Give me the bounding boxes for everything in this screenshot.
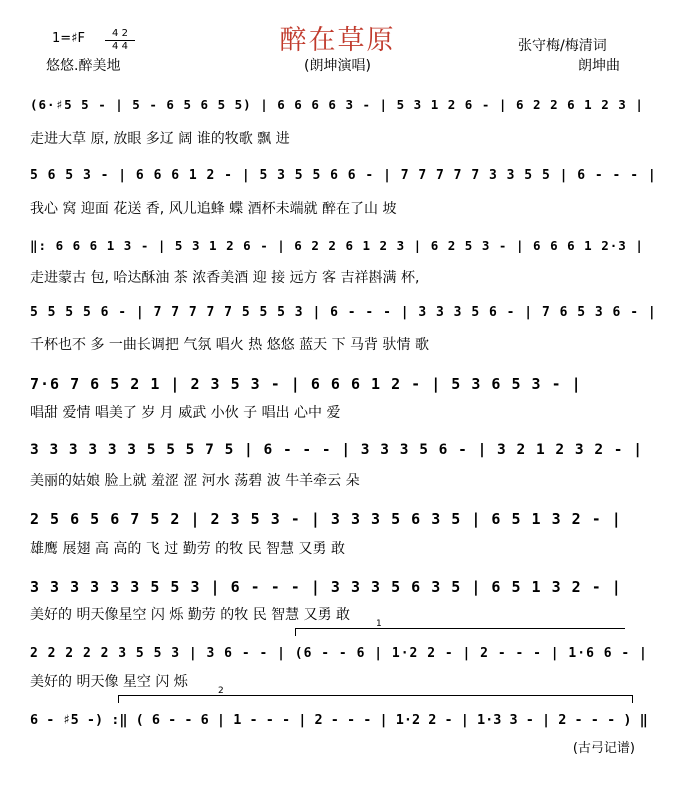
- lyrics-line-2: 我心 窝 迎面 花送 香, 风儿追蜂 蝶 酒杯未端就 醉在了山 坡: [30, 201, 397, 217]
- meter-top: 4 2: [112, 28, 128, 39]
- lyrics-line-7: 雄鹰 展翅 高 高的 飞 过 勤劳 的牧 民 智慧 又勇 敢: [30, 541, 345, 557]
- notation-line-4: 5 5 5 5 6 - | 7 7 7 7 7 5 5 5 3 | 6 - - - | 3 3 3 5 6 - | 7 6 5 3 6 - |: [30, 305, 657, 320]
- volta-2-tick-right: [632, 695, 633, 703]
- notation-line-7: 2 5 6 5 6 7 5 2 | 2 3 5 3 - | 3 3 3 5 6 3 5 | 6 5 1 3 2 - |: [30, 510, 622, 528]
- lyrics-line-5: 唱甜 爱情 唱美了 岁 月 威武 小伙 子 唱出 心中 爱: [30, 405, 341, 421]
- composer: 朗坤曲: [578, 58, 620, 74]
- lyrics-line-8: 美好的 明天像星空 闪 烁 勤劳 的牧 民 智慧 又勇 敢: [30, 607, 351, 623]
- volta-2-tick-left: [118, 695, 119, 703]
- time-signature: [100, 29, 140, 52]
- lyricist: 张守梅/梅清词: [518, 38, 607, 54]
- volta-2-number: 2: [218, 686, 224, 696]
- volta-1-tick: [295, 628, 296, 636]
- lyrics-line-1: 走进大草 原, 放眼 多辽 阔 谁的牧歌 飘 进: [30, 131, 290, 147]
- lyrics-line-4: 千杯也不 多 一曲长调把 气氛 唱火 热 悠悠 蓝天 下 马背 驮情 歌: [30, 337, 429, 353]
- notation-line-10: 6 - ♯5 -) :‖ ( 6 - - 6 | 1 - - - | 2 - - - | 1·2 2 - | 1·3 3 - | 2 - - - ) ‖: [30, 712, 648, 728]
- notation-line-2: 5 6 5 3 - | 6 6 6 1 2 - | 5 3 5 5 6 6 - | 7 7 7 7 7 3 3 5 5 | 6 - - - |: [30, 168, 657, 183]
- lyrics-line-6: 美丽的姑娘 脸上就 羞涩 涩 河水 荡碧 波 牛羊牵云 朵: [30, 473, 360, 489]
- transcriber-credit: (古弓记谱): [572, 741, 635, 756]
- volta-1-number: 1: [376, 619, 382, 629]
- subtitle-left: 悠悠.醉美地: [46, 58, 121, 74]
- volta-1-bracket: [295, 628, 625, 629]
- singer: (朗坤演唱): [304, 58, 371, 74]
- volta-2-bracket: [118, 695, 633, 696]
- notation-line-5: 7·6 7 6 5 2 1 | 2 3 5 3 - | 6 6 6 1 2 - | 5 3 6 5 3 - |: [30, 375, 582, 393]
- notation-line-1: (6·♯5 5 - | 5 - 6 5 6 5 5) | 6 6 6 6 3 - | 5 3 1 2 6 - | 6 2 2 6 1 2 3 |: [30, 97, 644, 112]
- meter-bottom: 4 4: [112, 41, 128, 52]
- notation-line-6: 3 3 3 3 3 3 5 5 5 7 5 | 6 - - - | 3 3 3 5 6 - | 3 2 1 2 3 2 - |: [30, 442, 643, 458]
- song-title: 醉在草原: [279, 25, 396, 56]
- lyrics-line-9: 美好的 明天像 星空 闪 烁: [30, 674, 188, 690]
- lyrics-line-3: 走进蒙古 包, 哈达酥油 茶 浓香美酒 迎 接 远方 客 吉祥斟满 杯,: [30, 270, 420, 286]
- key-signature: 1=♯F: [52, 31, 85, 46]
- notation-line-9: 2 2 2 2 2 3 5 5 3 | 3 6 - - | (6 - - 6 | 1·2 2 - | 2 - - - | 1·6 6 - |: [30, 646, 648, 661]
- notation-line-8: 3 3 3 3 3 3 5 5 3 | 6 - - - | 3 3 3 5 6 3 5 | 6 5 1 3 2 - |: [30, 578, 622, 596]
- notation-line-3: ‖: 6 6 6 1 3 - | 5 3 1 2 6 - | 6 2 2 6 1 2 3 | 6 2 5 3 - | 6 6 6 1 2·3 |: [30, 238, 644, 253]
